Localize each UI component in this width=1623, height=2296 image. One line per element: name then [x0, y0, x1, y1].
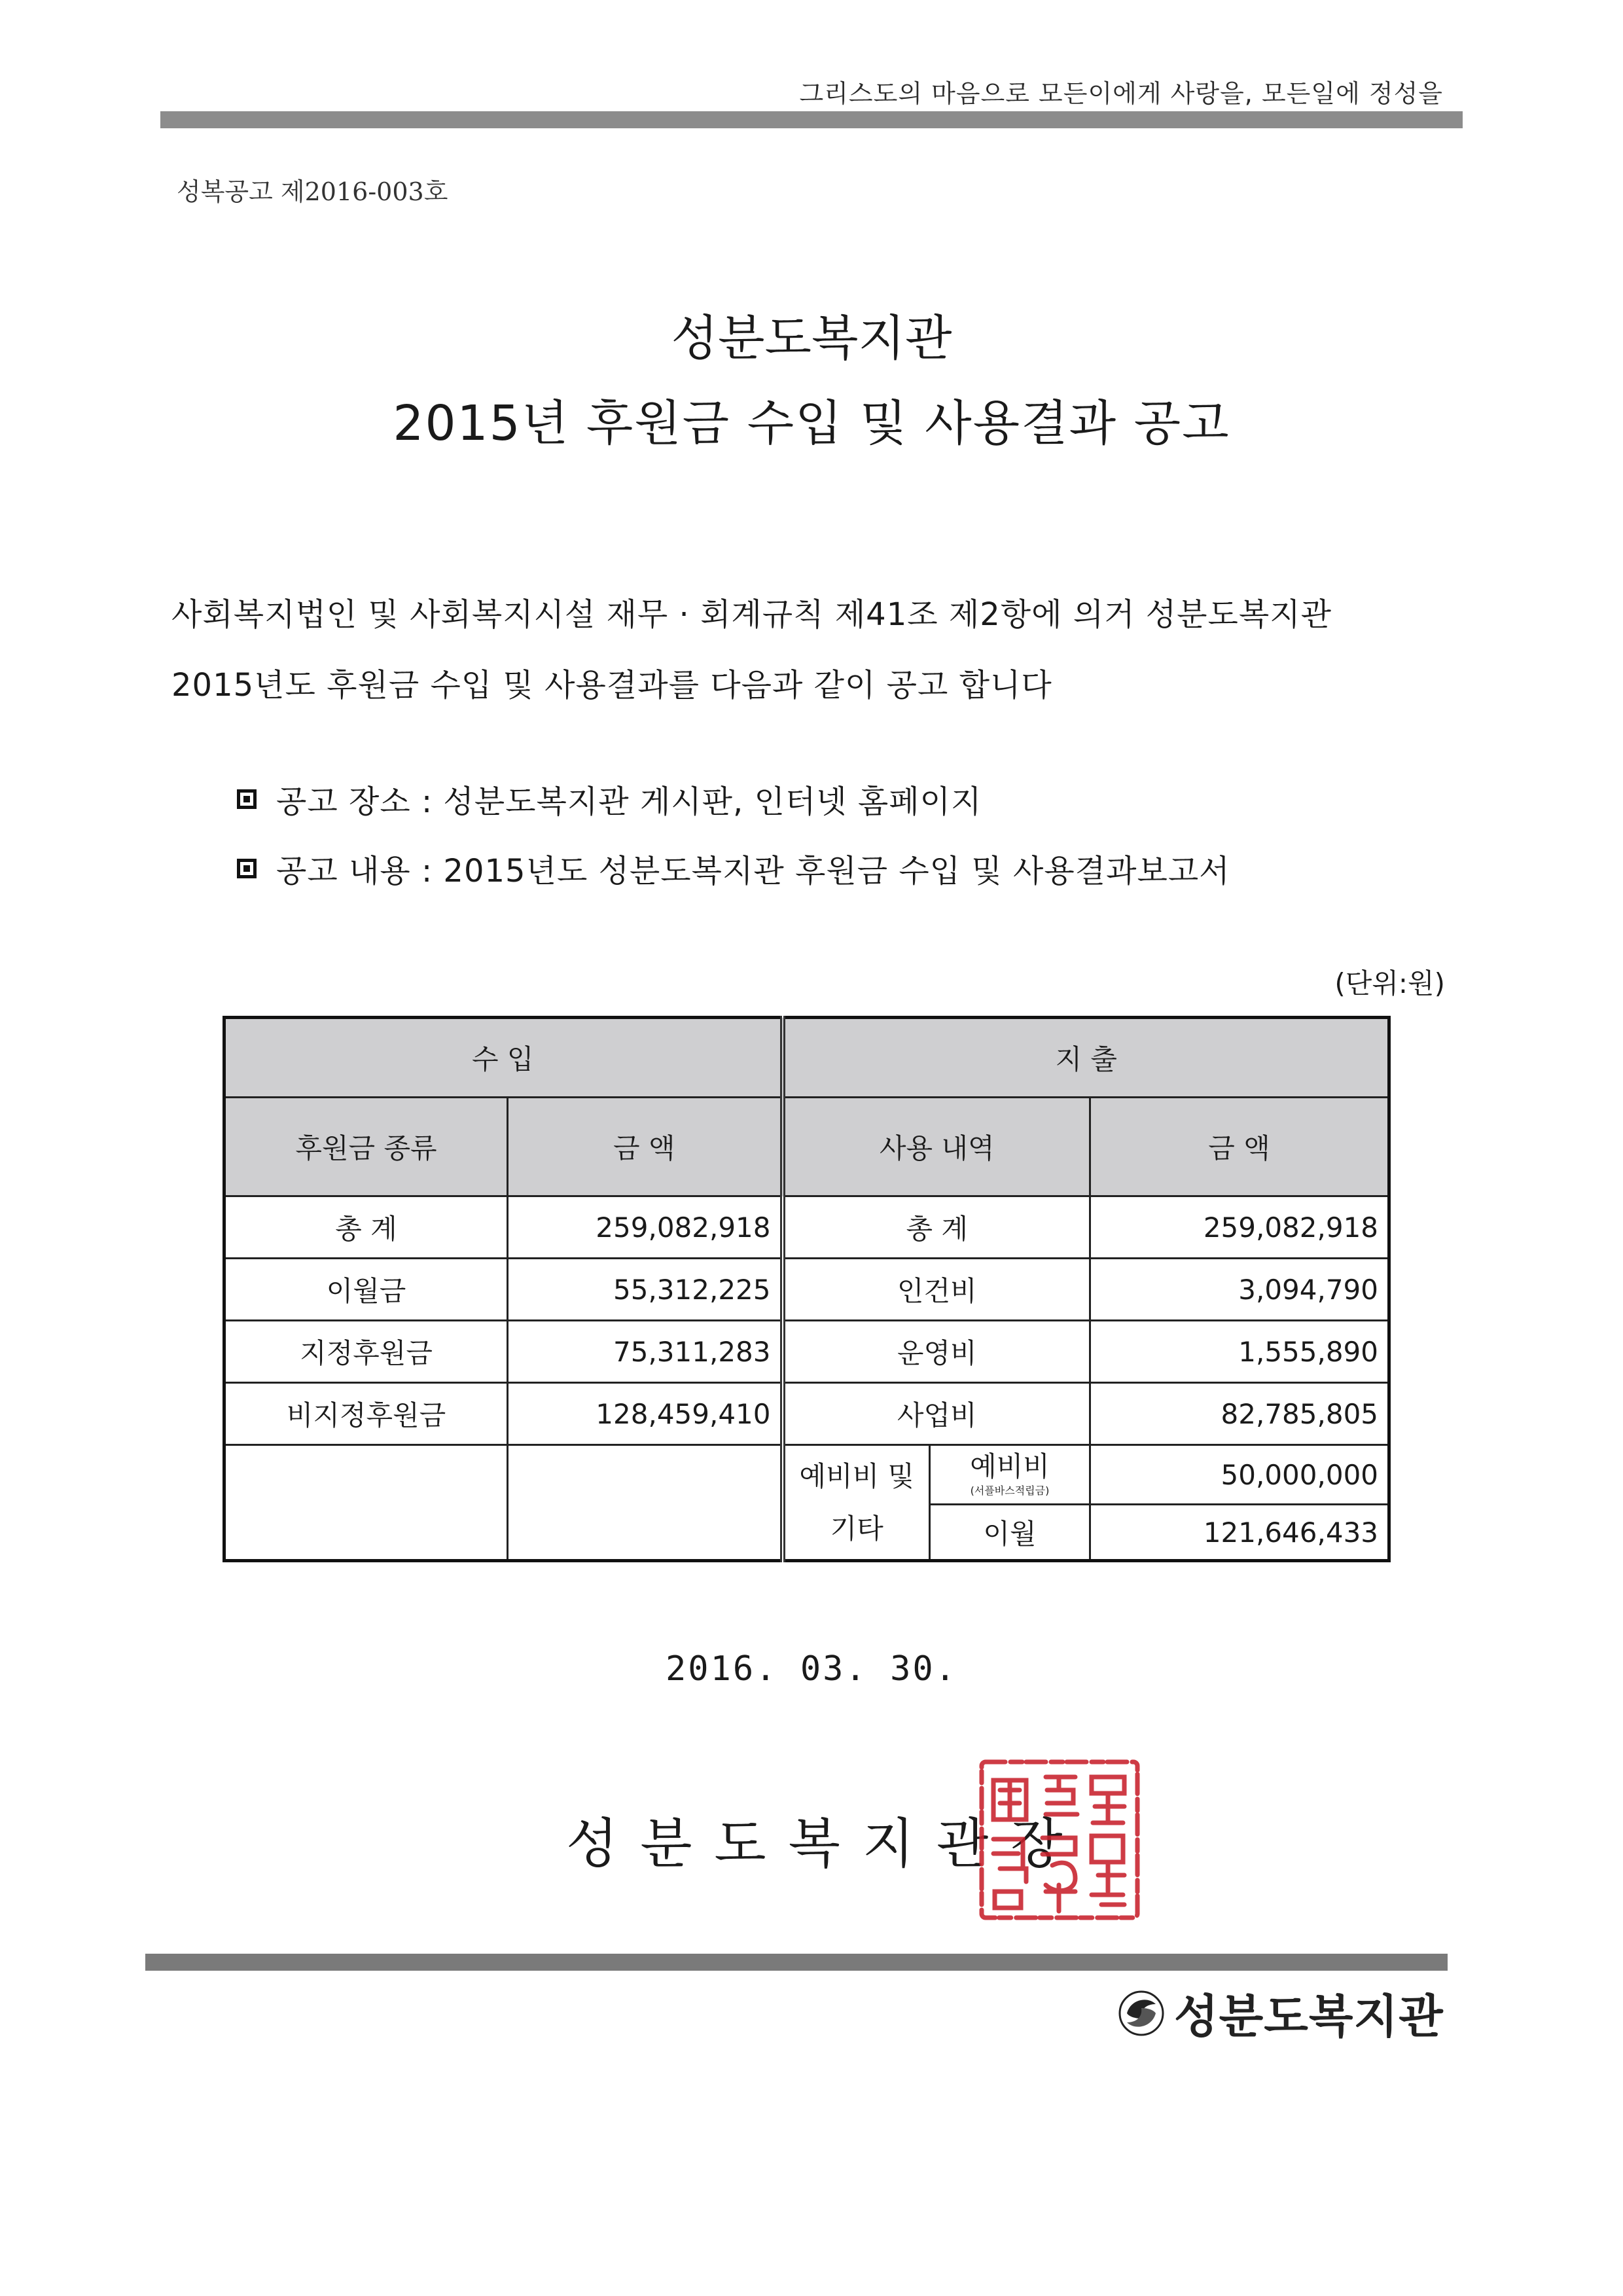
carry-label-cell: 이월 — [930, 1505, 1090, 1561]
table-row — [224, 1445, 1389, 1505]
income-type-cell: 지정후원금 — [224, 1321, 508, 1383]
reserve-amount-cell: 50,000,000 — [1090, 1445, 1389, 1505]
expense-item-cell: 사업비 — [783, 1383, 1090, 1445]
expense-amount-cell: 3,094,790 — [1090, 1259, 1389, 1321]
footer-logo-text: 성분도복지관 — [1174, 1990, 1444, 2043]
footer-divider-bar — [145, 1954, 1448, 1971]
table-header-income: 수 입 — [224, 1018, 783, 1098]
reserve-group-label-line1: 예비비 및 — [799, 1460, 915, 1492]
table-row — [224, 1196, 1389, 1259]
column-header-income-type: 후원금 종류 — [224, 1098, 508, 1196]
empty-income-type-cell — [224, 1445, 508, 1561]
column-header-income-amount: 금 액 — [508, 1098, 783, 1196]
reserve-label: 예비비 — [970, 1450, 1050, 1482]
income-amount-cell: 75,311,283 — [508, 1321, 783, 1383]
table-row — [224, 1321, 1389, 1383]
income-amount-cell: 128,459,410 — [508, 1383, 783, 1445]
column-header-expense-amount: 금 액 — [1090, 1098, 1389, 1196]
signer-name: 성분도복지관장 — [566, 1813, 1085, 1875]
expense-item-cell: 인건비 — [783, 1259, 1090, 1321]
bullet-notice-place — [237, 776, 982, 821]
page-title-organization: 성분도복지관 — [671, 310, 952, 367]
expense-item-cell: 총 계 — [783, 1196, 1090, 1259]
expense-item-cell: 운영비 — [783, 1321, 1090, 1383]
table-row — [224, 1383, 1389, 1445]
income-amount-cell: 259,082,918 — [508, 1196, 783, 1259]
reserve-label-cell — [930, 1445, 1090, 1505]
square-bullet-icon — [237, 859, 257, 878]
finance-table — [223, 1016, 1391, 1562]
bullet-notice-place-text: 공고 장소 : 성분도복지관 게시판, 인터넷 홈페이지 — [276, 783, 982, 820]
square-bullet-icon — [237, 789, 257, 809]
reserve-group-cell — [783, 1445, 930, 1561]
header-divider-bar — [160, 111, 1463, 128]
table-header-expense: 지 출 — [783, 1018, 1389, 1098]
bullet-notice-content-text: 공고 내용 : 2015년도 성분도복지관 후원금 수입 및 사용결과보고서 — [276, 853, 1230, 889]
expense-amount-cell: 82,785,805 — [1090, 1383, 1389, 1445]
empty-income-amount-cell — [508, 1445, 783, 1561]
unit-label: (단위:원) — [1334, 967, 1445, 999]
page-title: 2015년 후원금 수입 및 사용결과 공고 — [393, 395, 1230, 452]
income-type-cell: 총 계 — [224, 1196, 508, 1259]
reserve-note: (서플바스적립금) — [970, 1484, 1050, 1497]
bullet-notice-content — [237, 846, 1230, 891]
header-motto: 그리스도의 마음으로 모든이에게 사랑을, 모든일에 정성을 — [799, 79, 1443, 108]
notice-date: 2016. 03. 30. — [666, 1649, 957, 1689]
official-seal-stamp — [974, 1754, 1145, 1926]
income-type-cell: 이월금 — [224, 1259, 508, 1321]
body-text-line-2: 2015년도 후원금 수입 및 사용결과를 다음과 같이 공고 합니다 — [171, 667, 1052, 704]
body-text-line-1: 사회복지법인 및 사회복지시설 재무 · 회계규칙 제41조 제2항에 의거 성분도복지관 — [171, 596, 1332, 633]
document-number: 성복공고 제2016-003호 — [177, 177, 448, 206]
income-amount-cell: 55,312,225 — [508, 1259, 783, 1321]
expense-amount-cell: 1,555,890 — [1090, 1321, 1389, 1383]
income-type-cell: 비지정후원금 — [224, 1383, 508, 1445]
leaf-logo-icon — [1118, 1990, 1165, 2037]
reserve-group-label-line2: 기타 — [830, 1512, 883, 1545]
carry-amount-cell: 121,646,433 — [1090, 1505, 1389, 1561]
table-row — [224, 1259, 1389, 1321]
expense-amount-cell: 259,082,918 — [1090, 1196, 1389, 1259]
column-header-expense-item: 사용 내역 — [783, 1098, 1090, 1196]
footer-logo — [1118, 1980, 1444, 2046]
